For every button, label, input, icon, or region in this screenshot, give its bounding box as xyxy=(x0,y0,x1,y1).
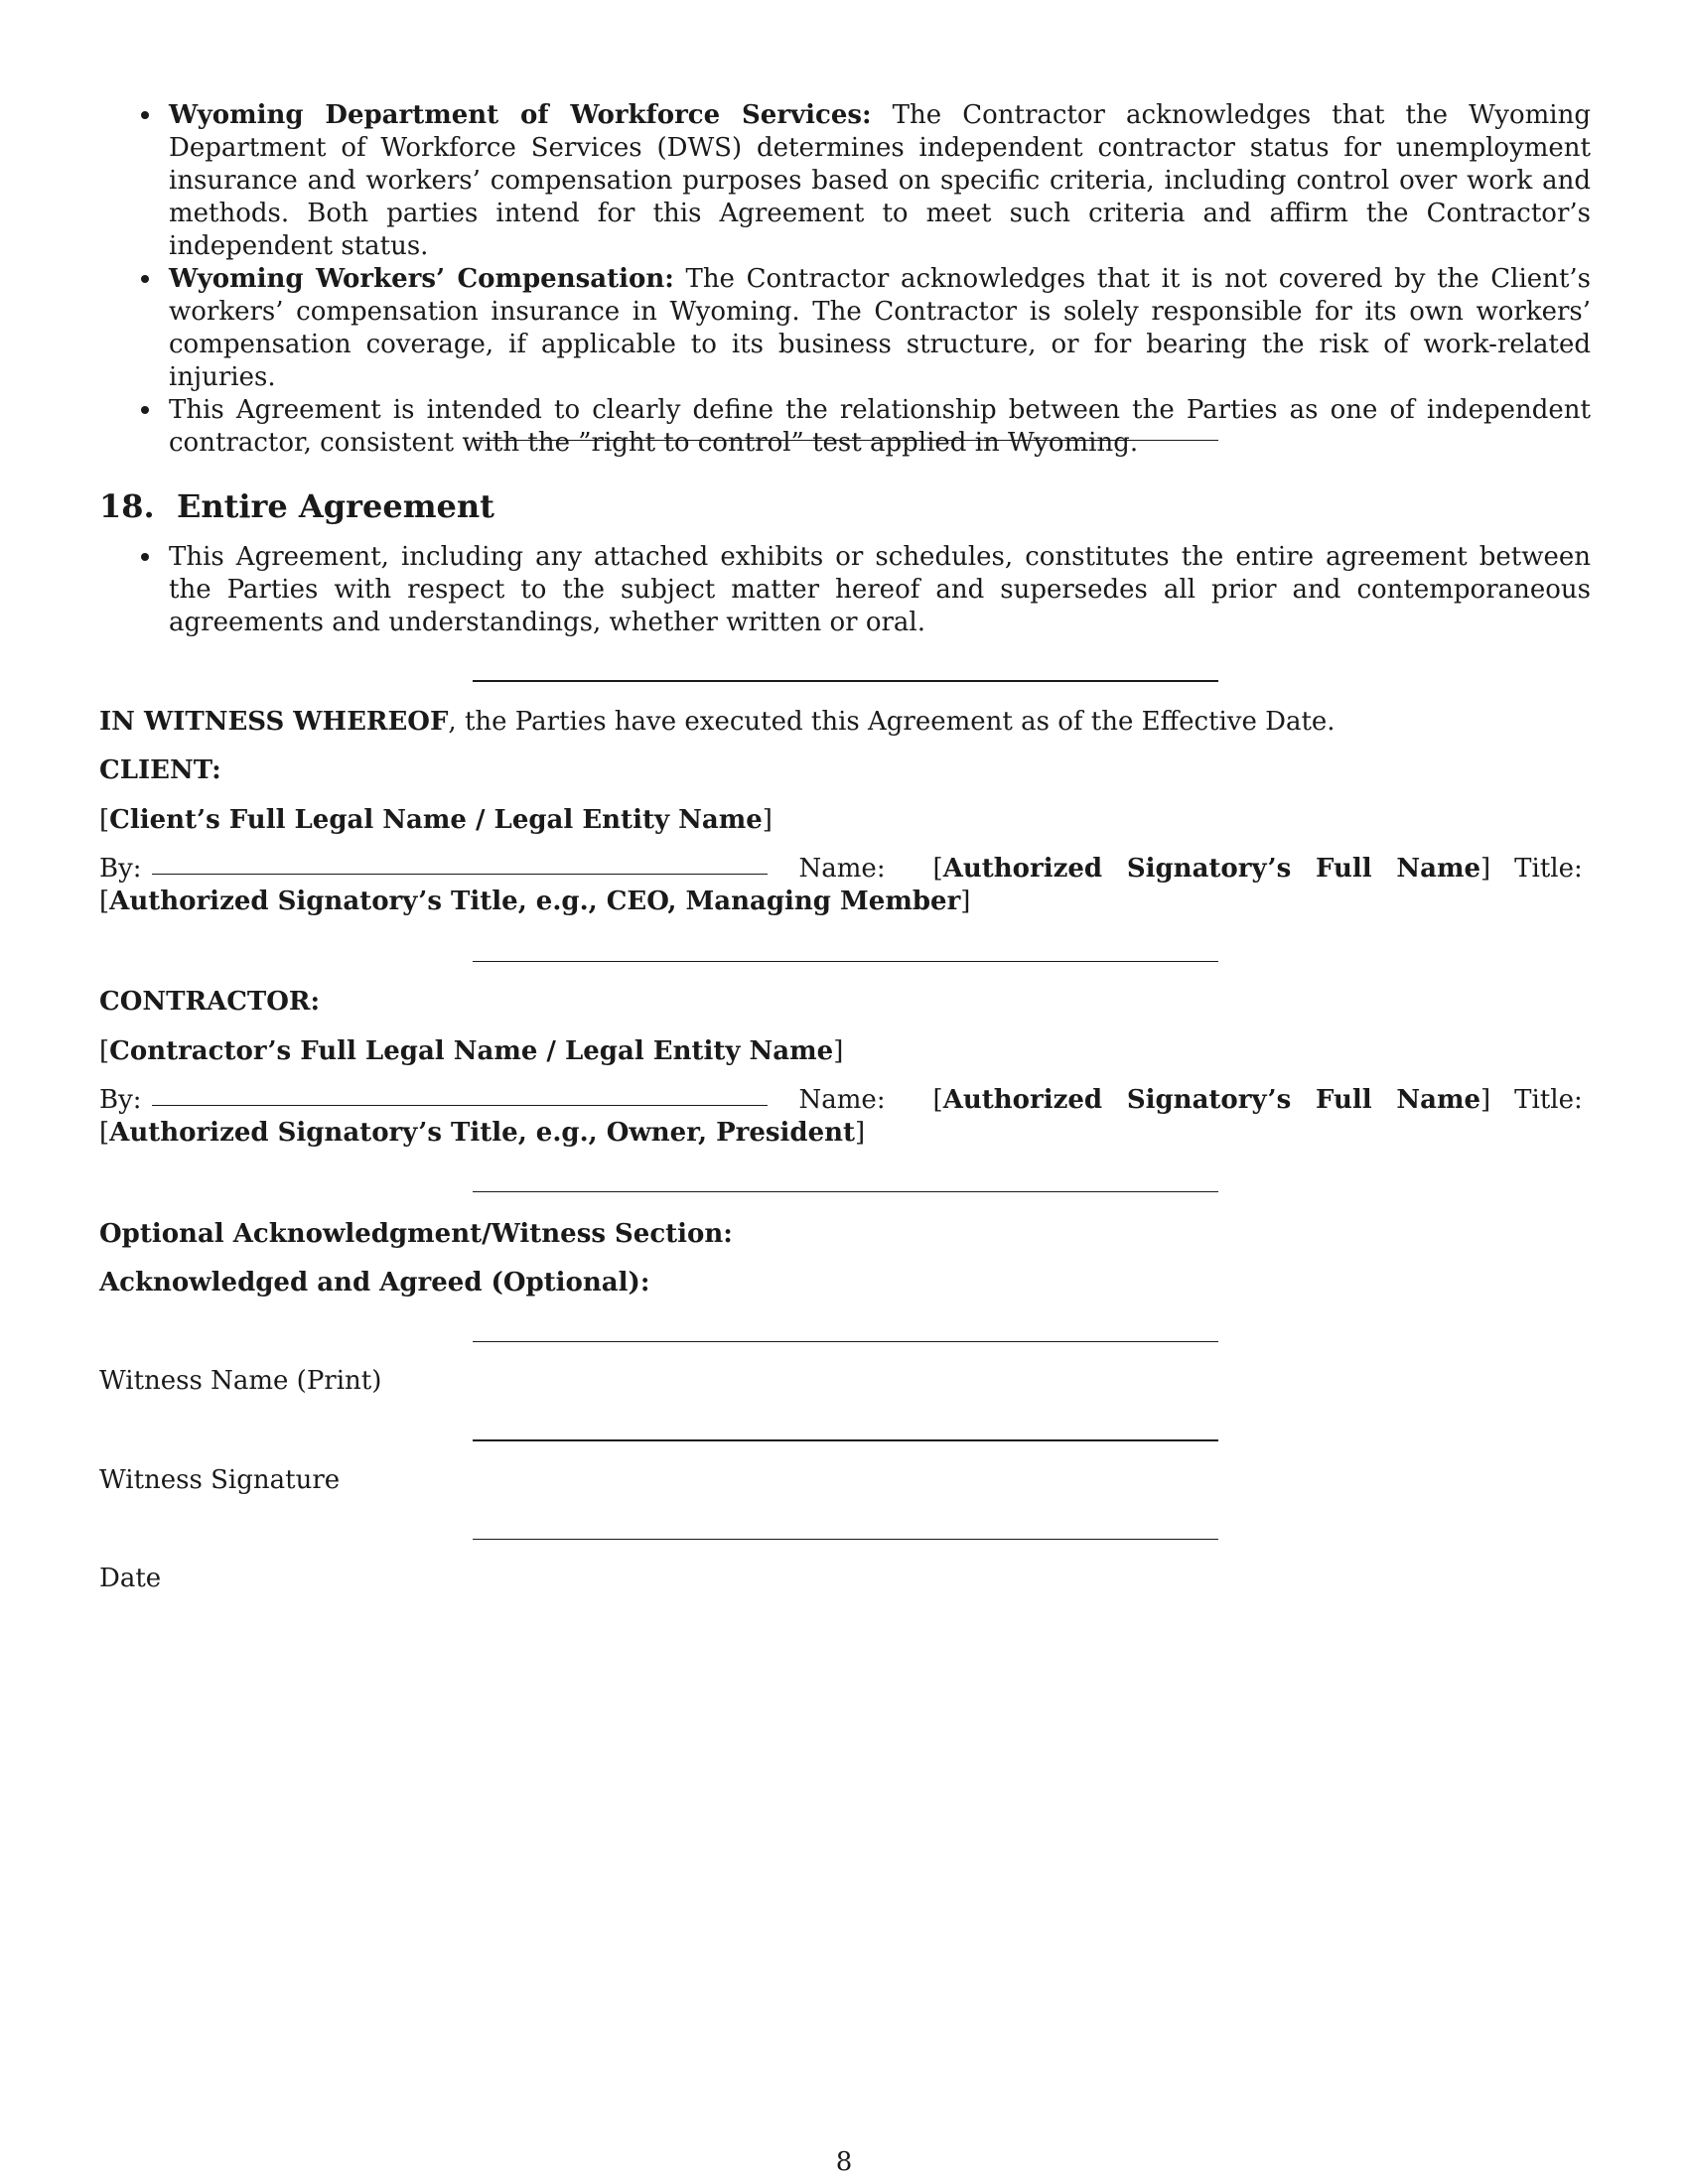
witness-name-line[interactable] xyxy=(473,1341,1218,1342)
contractor-signatory-title: Authorized Signatory’s Title, e.g., Owner, President xyxy=(109,1118,856,1148)
by-label: By: xyxy=(99,854,142,884)
bullet-dot xyxy=(141,406,149,414)
bullet-dot xyxy=(141,111,149,119)
date-line[interactable] xyxy=(473,1539,1218,1540)
client-signature-field[interactable] xyxy=(152,874,768,875)
bullet-text: The Contractor acknowledges that it is not covered by the Client’s workers’ compensation insurance in Wyoming. The Contractor is solely responsible for its own workers’ compensation coverage, if applicable to its business structure, or for bearing the risk of work-related injuries. xyxy=(169,264,1591,392)
contractor-signatory-name: Authorized Signatory’s Full Name xyxy=(942,1085,1481,1115)
client-label: CLIENT: xyxy=(99,755,221,785)
bullet-dws xyxy=(99,99,1591,263)
bullet-entire-agreement xyxy=(99,541,1591,639)
bracket-close: ] xyxy=(1480,1085,1491,1115)
contractor-signature-line xyxy=(99,1084,1591,1150)
by-label: By: xyxy=(99,1085,142,1115)
client-legal-name xyxy=(99,804,773,837)
date-label: Date xyxy=(99,1564,162,1593)
section-18-heading xyxy=(99,486,494,526)
section-17-bullet-list xyxy=(99,99,1591,460)
section-divider xyxy=(473,680,1218,682)
contractor-label: CONTRACTOR: xyxy=(99,987,321,1017)
bracket-close: ] xyxy=(1480,854,1491,884)
title-label: Title: xyxy=(1514,854,1583,884)
section-number: 18. xyxy=(99,487,155,525)
client-signatory-title: Authorized Signatory’s Title, e.g., CEO, Managing Member xyxy=(109,887,961,916)
contractor-name-placeholder: Contractor’s Full Legal Name / Legal Entity Name xyxy=(109,1036,834,1066)
optional-subheading: Acknowledged and Agreed (Optional): xyxy=(99,1268,650,1297)
bracket-open: [ xyxy=(932,1085,943,1115)
witness-intro-lead: IN WITNESS WHEREOF xyxy=(99,707,449,737)
bullet-right-to-control xyxy=(99,394,1591,460)
contractor-legal-name xyxy=(99,1035,843,1068)
bracket-open: [ xyxy=(99,887,110,916)
bracket-open: [ xyxy=(99,1036,110,1066)
bullet-dot xyxy=(141,275,149,283)
bracket-close: ] xyxy=(762,805,773,835)
section-divider xyxy=(473,961,1218,962)
witness-intro-text: , the Parties have executed this Agreement as of the Effective Date. xyxy=(448,707,1336,737)
witness-name-label: Witness Name (Print) xyxy=(99,1366,382,1396)
name-label: Name: xyxy=(798,1085,886,1115)
client-signatory-name: Authorized Signatory’s Full Name xyxy=(942,854,1481,884)
witness-signature-line[interactable] xyxy=(473,1439,1218,1441)
bullet-text: This Agreement is intended to clearly define the relationship between the Parties as one of independent contractor, consistent with the ”right to control” test applied in Wyoming. xyxy=(169,395,1591,458)
bracket-close: ] xyxy=(855,1118,866,1148)
bracket-open: [ xyxy=(99,1118,110,1148)
name-label: Name: xyxy=(798,854,886,884)
bullet-dot xyxy=(141,553,149,561)
optional-section-heading: Optional Acknowledgment/Witness Section: xyxy=(99,1219,733,1249)
page-number: 8 xyxy=(835,2147,853,2177)
contractor-signature-field[interactable] xyxy=(152,1105,768,1106)
section-divider xyxy=(473,440,1218,441)
section-18-bullet-list xyxy=(99,541,1591,639)
bullet-text: This Agreement, including any attached exhibits or schedules, constitutes the entire agreement between the Parties with respect to the subject matter hereof and supersedes all prior and contemporaneous agreements and understandings, whether written or oral. xyxy=(169,542,1591,637)
bracket-open: [ xyxy=(932,854,943,884)
bracket-close: ] xyxy=(960,887,971,916)
section-title: Entire Agreement xyxy=(176,487,494,525)
witness-intro xyxy=(99,706,1336,739)
bracket-open: [ xyxy=(99,805,110,835)
section-divider xyxy=(473,1191,1218,1192)
bullet-lead: Wyoming Workers’ Compensation: xyxy=(169,264,674,294)
client-signature-line xyxy=(99,853,1591,918)
witness-signature-label: Witness Signature xyxy=(99,1465,341,1495)
bullet-text: The Contractor acknowledges that the Wyoming Department of Workforce Services (DWS) determines independent contractor status for unemployment insurance and workers’ compensation purposes based on specific criteria, including control over work and methods. Both parties intend for this Agreement to meet such criteria and affirm the Contractor’s independent status. xyxy=(169,100,1591,261)
bracket-close: ] xyxy=(833,1036,844,1066)
bullet-workers-comp xyxy=(99,263,1591,394)
client-name-placeholder: Client’s Full Legal Name / Legal Entity Name xyxy=(109,805,763,835)
title-label: Title: xyxy=(1514,1085,1583,1115)
bullet-lead: Wyoming Department of Workforce Services: xyxy=(169,100,872,130)
